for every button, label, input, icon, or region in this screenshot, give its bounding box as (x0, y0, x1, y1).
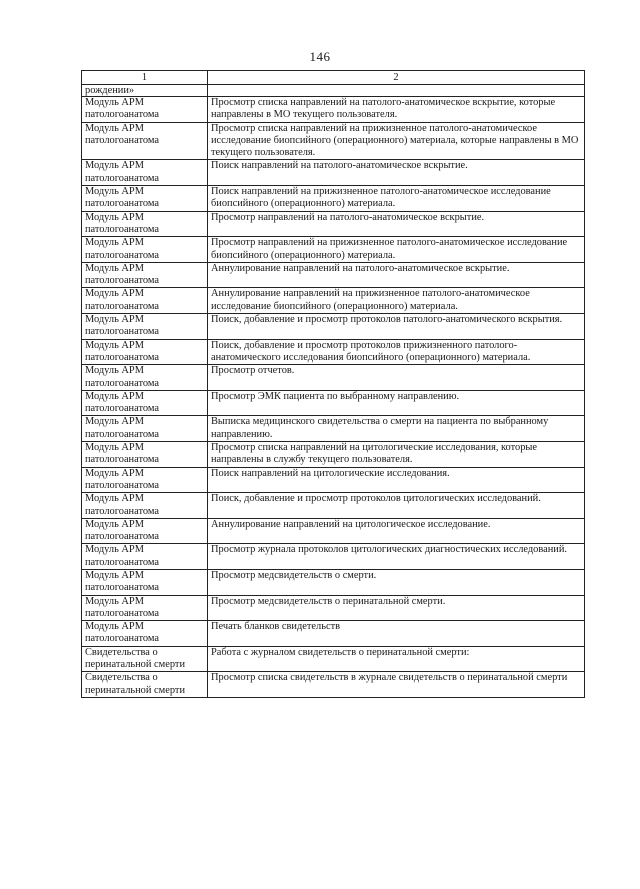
table-row (82, 122, 585, 160)
table-row (82, 314, 585, 340)
function-cell: Печать бланков свидетельств (208, 621, 585, 647)
function-cell: Просмотр списка свидетельств в журнале свидетельств о перинатальной смерти (208, 672, 585, 698)
table-row (82, 672, 585, 698)
function-cell: Просмотр медсвидетельств о перинатальной смерти. (208, 595, 585, 621)
page-number: 146 (309, 49, 331, 64)
table-row (82, 595, 585, 621)
module-cell: Модуль АРМ патологоанатома (82, 288, 208, 314)
column-header-2: 2 (208, 71, 585, 85)
module-cell: Модуль АРМ патологоанатома (82, 544, 208, 570)
module-cell: Свидетельства о перинатальной смерти (82, 646, 208, 672)
column-header-1: 1 (82, 71, 208, 85)
table-row (82, 365, 585, 391)
function-cell: Аннулирование направлений на цитологическое исследование. (208, 518, 585, 544)
table-row (82, 569, 585, 595)
continuation-cell: рождении» (82, 85, 208, 97)
module-cell: Модуль АРМ патологоанатома (82, 390, 208, 416)
function-cell: Просмотр медсвидетельств о смерти. (208, 569, 585, 595)
table-header-row (82, 71, 585, 85)
function-cell: Просмотр направлений на прижизненное патолого-анатомическое исследование биопсийного (операционного) материала. (208, 237, 585, 263)
function-cell: Просмотр списка направлений на прижизненное патолого-анатомическое исследование биопсийного (операционного) материала, которые направлены в МО текущего пользователя. (208, 122, 585, 160)
function-cell: Просмотр отчетов. (208, 365, 585, 391)
continuation-row (82, 85, 585, 97)
table-row (82, 237, 585, 263)
function-cell: Работа с журналом свидетельств о перинатальной смерти: (208, 646, 585, 672)
module-cell: Модуль АРМ патологоанатома (82, 122, 208, 160)
module-cell: Модуль АРМ патологоанатома (82, 339, 208, 365)
table-row (82, 416, 585, 442)
table-row (82, 97, 585, 123)
function-cell: Просмотр списка направлений на цитологические исследования, которые направлены в службу текущего пользователя. (208, 442, 585, 468)
table-row (82, 211, 585, 237)
function-cell: Поиск, добавление и просмотр протоколов прижизненного патолого-анатомического исследования биопсийного (операционного) материала. (208, 339, 585, 365)
module-cell: Модуль АРМ патологоанатома (82, 416, 208, 442)
function-cell: Просмотр направлений на патолого-анатомическое вскрытие. (208, 211, 585, 237)
module-cell: Модуль АРМ патологоанатома (82, 237, 208, 263)
function-cell: Поиск направлений на патолого-анатомическое вскрытие. (208, 160, 585, 186)
continuation-empty-cell (208, 85, 585, 97)
functions-table (81, 70, 585, 698)
module-cell: Модуль АРМ патологоанатома (82, 518, 208, 544)
module-cell: Модуль АРМ патологоанатома (82, 262, 208, 288)
module-cell: Модуль АРМ патологоанатома (82, 97, 208, 123)
table-row (82, 518, 585, 544)
table-row (82, 339, 585, 365)
module-cell: Модуль АРМ патологоанатома (82, 595, 208, 621)
table-row (82, 493, 585, 519)
table-row (82, 262, 585, 288)
function-cell: Просмотр списка направлений на патолого-анатомическое вскрытие, которые направлены в МО текущего пользователя. (208, 97, 585, 123)
table-row (82, 390, 585, 416)
module-cell: Свидетельства о перинатальной смерти (82, 672, 208, 698)
module-cell: Модуль АРМ патологоанатома (82, 211, 208, 237)
module-cell: Модуль АРМ патологоанатома (82, 621, 208, 647)
function-cell: Просмотр журнала протоколов цитологических диагностических исследований. (208, 544, 585, 570)
function-cell: Поиск, добавление и просмотр протоколов патолого-анатомического вскрытия. (208, 314, 585, 340)
table-row (82, 544, 585, 570)
module-cell: Модуль АРМ патологоанатома (82, 160, 208, 186)
table-row (82, 621, 585, 647)
function-cell: Поиск, добавление и просмотр протоколов цитологических исследований. (208, 493, 585, 519)
module-cell: Модуль АРМ патологоанатома (82, 569, 208, 595)
module-cell: Модуль АРМ патологоанатома (82, 186, 208, 212)
module-cell: Модуль АРМ патологоанатома (82, 467, 208, 493)
table-row (82, 288, 585, 314)
function-cell: Просмотр ЭМК пациента по выбранному направлению. (208, 390, 585, 416)
table-row (82, 646, 585, 672)
module-cell: Модуль АРМ патологоанатома (82, 314, 208, 340)
table-row (82, 160, 585, 186)
module-cell: Модуль АРМ патологоанатома (82, 365, 208, 391)
function-cell: Аннулирование направлений на патолого-анатомическое вскрытие. (208, 262, 585, 288)
function-cell: Поиск направлений на цитологические исследования. (208, 467, 585, 493)
table-row (82, 186, 585, 212)
function-cell: Аннулирование направлений на прижизненное патолого-анатомическое исследование биопсийного (операционного) материала. (208, 288, 585, 314)
function-cell: Выписка медицинского свидетельства о смерти на пациента по выбранному направлению. (208, 416, 585, 442)
function-cell: Поиск направлений на прижизненное патолого-анатомическое исследование биопсийного (операционного) материала. (208, 186, 585, 212)
module-cell: Модуль АРМ патологоанатома (82, 442, 208, 468)
table-row (82, 467, 585, 493)
table-body (82, 85, 585, 698)
table-row (82, 442, 585, 468)
module-cell: Модуль АРМ патологоанатома (82, 493, 208, 519)
